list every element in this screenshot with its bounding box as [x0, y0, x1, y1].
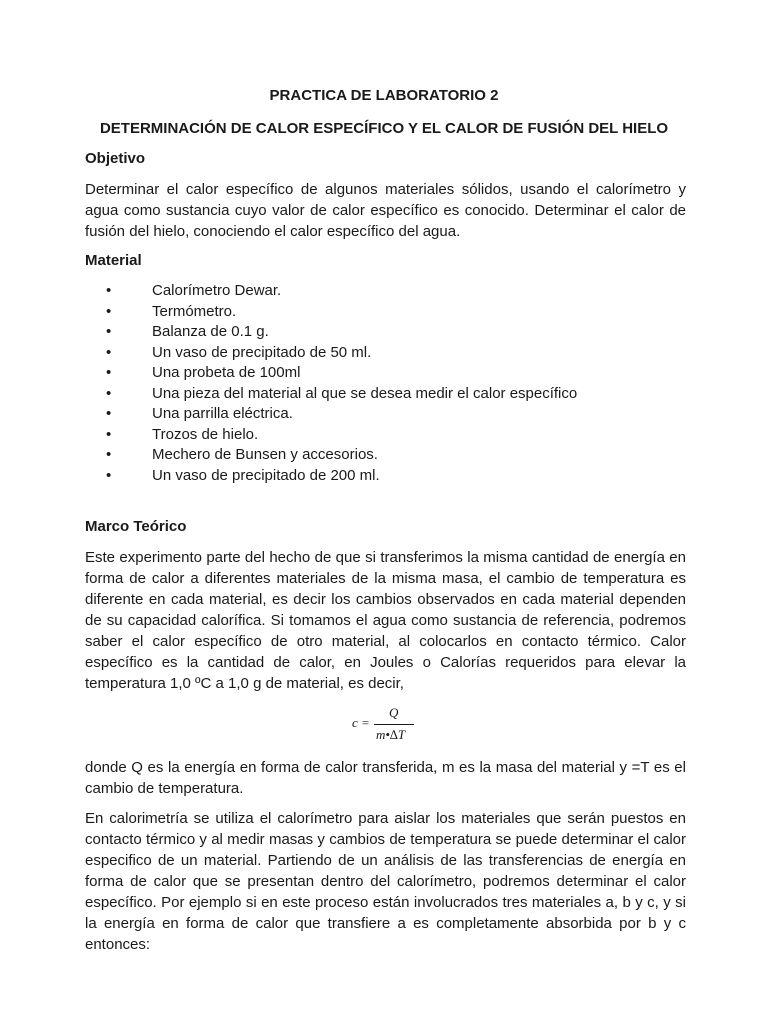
document-title: PRACTICA DE LABORATORIO 2 — [269, 87, 499, 104]
bullet-icon: • — [106, 384, 112, 402]
section-heading-objetivo: Objetivo — [85, 150, 146, 167]
calorimetria-paragraph: En calorimetría se utiliza el calorímetro para aislar los materiales que serán puestos en contacto térmico y al medir masas y cambios de temperatura se puede determinar el calor especifico de un material. Partiendo de un análisis de las transferencias de energía en forma de calor que se presentan dentro del calorímetro, podremos determinar el calor específico. Por ejemplo si en este proceso están involucrados tres materiales a, b y c, y si la energía en forma de calor que transfiere a es completamente absorbida por b y c entonces: — [85, 810, 686, 953]
fraction-bar — [374, 724, 414, 725]
material-item-label: Una probeta de 100ml — [152, 364, 301, 381]
bullet-icon: • — [106, 466, 112, 484]
bullet-icon: • — [106, 282, 112, 299]
equation-numerator: Q — [389, 705, 399, 720]
marco-teorico-paragraph: Este experimento parte del hecho de que si transferimos la misma cantidad de energía en forma de calor a diferentes materiales de la misma masa, el cambio de temperatura es diferente en cada material, es decir los cambios observados en cada material dependen de su capacidad calorífica. Si tomamos el agua como sustancia de referencia, podremos saber el calor específico de otro material, al colocarlos en contacto térmico. Calor específico es la cantidad de calor, en Joules o Calorías requeridos para elevar la temperatura 1,0 ºC a 1,0 g de material, es decir, — [85, 549, 686, 692]
bullet-icon: • — [106, 343, 112, 361]
equation-lhs: c = — [352, 715, 370, 730]
material-item-label: Calorímetro Dewar. — [152, 282, 282, 299]
bullet-icon: • — [106, 302, 112, 320]
equation-denominator: m•∆T — [376, 727, 406, 742]
specific-heat-equation — [352, 704, 422, 748]
objetivo-paragraph: Determinar el calor específico de algunos materiales sólidos, usando el calorímetro y agua como sustancia cuyo valor de calor específico es conocido. Determinar el calor de fusión del hielo, conociendo el calor específico del agua. — [85, 181, 686, 240]
material-item-label: Una pieza del material al que se desea medir el calor específico — [152, 384, 578, 402]
material-item-label: Termómetro. — [152, 302, 237, 320]
section-heading-material: Material — [85, 252, 142, 269]
bullet-icon: • — [106, 446, 112, 463]
material-item-label: Balanza de 0.1 g. — [152, 323, 269, 340]
equation-explanation-paragraph: donde Q es la energía en forma de calor transferida, m es la masa del material y =T es el cambio de temperatura. — [85, 759, 686, 797]
bullet-icon: • — [106, 364, 112, 381]
material-item-label: Trozos de hielo. — [152, 425, 259, 443]
bullet-icon: • — [106, 405, 112, 422]
material-item-label: Un vaso de precipitado de 50 ml. — [152, 343, 372, 361]
bullet-icon: • — [106, 323, 112, 340]
section-heading-marco-teorico: Marco Teórico — [85, 518, 187, 535]
material-item-label: Una parrilla eléctrica. — [152, 405, 293, 422]
document-subtitle: DETERMINACIÓN DE CALOR ESPECÍFICO Y EL CALOR DE FUSIÓN DEL HIELO — [99, 120, 669, 137]
bullet-icon: • — [106, 425, 112, 443]
material-item-label: Mechero de Bunsen y accesorios. — [152, 446, 378, 463]
material-item-label: Un vaso de precipitado de 200 ml. — [152, 466, 380, 484]
